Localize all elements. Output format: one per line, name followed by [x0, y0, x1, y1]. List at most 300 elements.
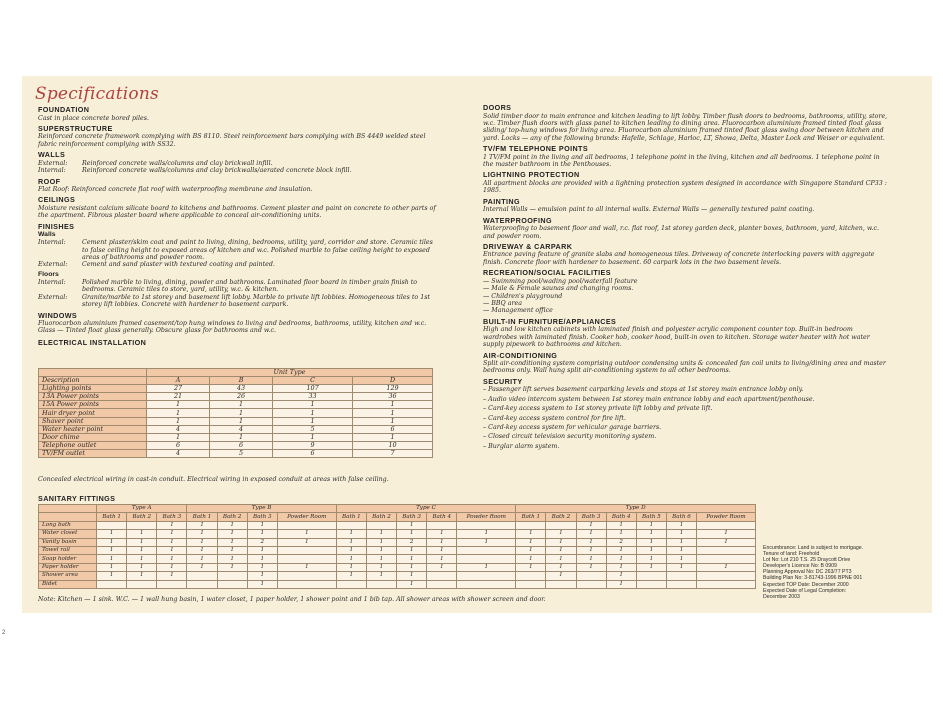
table-cell: 1: [516, 530, 546, 538]
table-cell: 1: [697, 538, 756, 546]
table-cell: [277, 580, 336, 588]
table-row: [39, 441, 433, 449]
table-cell: 1: [666, 555, 696, 563]
lightning-section: [483, 171, 888, 194]
list-item: – Audio video intercom system between 1st storey main entrance lobby and each apartment/penthouse.: [483, 395, 815, 403]
table-cell: 1: [273, 433, 353, 441]
ceilings-text: Moisture resistant calcium silicate board to kitchens and bathrooms. Cement plaster and paint on concrete to other parts of the apartment. Fibrous plaster board where applicable to conceal air-conditioning units.: [38, 204, 436, 220]
table-cell: 1: [127, 563, 157, 571]
table-cell: 1: [247, 563, 277, 571]
table-cell: [697, 546, 756, 554]
table-cell: [217, 580, 247, 588]
table-row: [39, 521, 756, 529]
table-cell: 1: [576, 521, 606, 529]
builtin-text: High and low kitchen cabinets with laminated finish and polyester acrylic component counter top. Built-in bedroom wardrobes with laminated finish. Cooker hob, cooker hood, built-in oven to kitchen. Storage water heater with hot water supply pipework to bathrooms and kitchen.: [483, 326, 870, 349]
windows-section: [38, 312, 438, 335]
list-item: – Card-key access system for vehicular garage barriers.: [483, 423, 662, 431]
table-cell: [457, 521, 516, 529]
walls-row-label: Internal:: [38, 167, 66, 175]
table-cell: 1: [666, 521, 696, 529]
column-header: Bath 1: [97, 513, 127, 521]
table-cell: 6: [147, 441, 210, 449]
table-cell: 1: [210, 409, 273, 417]
table-cell: 1: [353, 417, 433, 425]
sanitary-heading: SANITARY FITTINGS: [38, 494, 116, 503]
column-header: Bath 2: [127, 513, 157, 521]
table-cell: [457, 546, 516, 554]
table-cell: 1: [217, 546, 247, 554]
list-item: — BBQ area: [483, 300, 522, 307]
roof-section: [38, 178, 438, 194]
walls-row-label: External:: [38, 159, 68, 167]
table-header-row: [39, 513, 756, 521]
finishes-section: [38, 223, 438, 309]
painting-text: Internal Walls — emulsion paint to all internal walls. External Walls — generally textured paint coating.: [483, 206, 815, 214]
column-header: C: [273, 377, 353, 385]
row-description: Towel rail: [39, 546, 97, 554]
table-cell: 1: [606, 580, 636, 588]
column-header: Bath 1: [187, 513, 217, 521]
sanitary-table: [38, 504, 756, 589]
table-cell: 1: [247, 530, 277, 538]
table-cell: 33: [273, 393, 353, 401]
table-cell: [187, 572, 217, 580]
table-cell: [697, 555, 756, 563]
table-cell: 1: [157, 538, 187, 546]
row-description: Bidet: [39, 580, 97, 588]
table-cell: [366, 521, 396, 529]
encumbrance-line: Building Plan No: 3-81743-1996 BPNE 001: [763, 575, 863, 582]
column-header: Powder Room: [457, 513, 516, 521]
finishes-row-text: Polished marble to living, dining, powder and bathrooms. Laminated floor board in timber grain finish to bedrooms. Ceramic tiles to store, yard, utility, w.c. & kitchen.: [82, 278, 418, 294]
row-description: Paper holder: [39, 563, 97, 571]
table-row: [39, 580, 756, 588]
table-cell: 7: [353, 449, 433, 457]
table-cell: 1: [606, 555, 636, 563]
finishes-row-text: Cement plaster/skim coat and paint to living, dining, bedrooms, utility, yard, corridor and store. Ceramic tiles to false ceiling height to exposed areas of kitchen and w.c. Polished marble to false ceiling height to exposed areas of bathrooms and powder room.: [82, 239, 433, 262]
driveway-text: Entrance paving feature of granite slabs and homogeneous tiles. Driveway of concrete interlocking pavers with aggregate finish. Concrete floor with hardener to basement. 60 carpark lots in the two basement levels.: [483, 251, 875, 266]
table-cell: 1: [336, 563, 366, 571]
table-cell: [546, 521, 576, 529]
walls-section: [38, 151, 438, 174]
driveway-heading: DRIVEWAY & CARPARK: [483, 241, 573, 251]
table-cell: 1: [516, 538, 546, 546]
table-cell: 6: [210, 441, 273, 449]
finishes-heading: FINISHES: [38, 221, 75, 231]
table-cell: 1: [576, 563, 606, 571]
table-cell: 1: [127, 538, 157, 546]
table-cell: [277, 521, 336, 529]
table-row: [39, 409, 433, 417]
table-cell: 129: [353, 385, 433, 393]
table-cell: 1: [576, 546, 606, 554]
table-cell: 1: [397, 572, 427, 580]
finishes-row-label: External:: [38, 293, 68, 301]
table-cell: 6: [353, 425, 433, 433]
electrical-heading: ELECTRICAL INSTALLATION: [38, 337, 147, 347]
table-cell: 1: [336, 572, 366, 580]
page-number: 2: [2, 630, 6, 636]
column-header: Bath 3: [247, 513, 277, 521]
tvfm-section: [483, 145, 888, 168]
table-cell: [277, 555, 336, 563]
table-cell: 1: [427, 563, 457, 571]
walls-heading: WALLS: [38, 150, 66, 160]
table-cell: 1: [397, 563, 427, 571]
walls-row-text: Reinforced concrete walls/columns and clay brickwalls/aerated concrete block infill.: [82, 167, 352, 175]
column-header: Bath 4: [427, 513, 457, 521]
table-cell: 1: [427, 555, 457, 563]
table-cell: 2: [606, 538, 636, 546]
encumbrance-line: Expected Date of Legal Completion:: [763, 587, 847, 594]
table-cell: 1: [546, 538, 576, 546]
table-cell: 1: [247, 521, 277, 529]
table-cell: 1: [247, 580, 277, 588]
doors-section: [483, 104, 888, 142]
table-cell: 1: [247, 555, 277, 563]
column-header: Powder Room: [697, 513, 756, 521]
encumbrance-line: Lot No: Lot 210 T.S. 25 Draycott Drive: [763, 557, 851, 564]
table-cell: 1: [546, 530, 576, 538]
table-cell: 1: [697, 530, 756, 538]
table-cell: 1: [97, 572, 127, 580]
table-row: [39, 563, 756, 571]
table-header-row: [39, 369, 433, 377]
foundation-heading: FOUNDATION: [38, 105, 90, 114]
type-header: Type C: [336, 505, 515, 513]
table-row: [39, 433, 433, 441]
table-cell: 1: [187, 555, 217, 563]
row-description: 13A Power points: [39, 393, 147, 401]
table-cell: 1: [97, 546, 127, 554]
table-cell: 1: [336, 555, 366, 563]
table-cell: 43: [210, 385, 273, 393]
table-cell: 1: [157, 521, 187, 529]
table-cell: 1: [457, 563, 516, 571]
table-cell: [697, 580, 756, 588]
table-cell: [636, 580, 666, 588]
table-cell: 1: [457, 538, 516, 546]
table-cell: [457, 572, 516, 580]
row-description: Water heater point: [39, 425, 147, 433]
table-cell: 1: [157, 555, 187, 563]
table-cell: 1: [427, 538, 457, 546]
right-column: [483, 104, 888, 453]
table-cell: [516, 521, 546, 529]
list-item: – Burglar alarm system.: [483, 442, 560, 450]
table-cell: 1: [397, 521, 427, 529]
table-cell: 1: [210, 401, 273, 409]
column-header: Bath 6: [666, 513, 696, 521]
table-cell: 1: [546, 563, 576, 571]
list-item: — Male & Female saunas and changing rooms.: [483, 285, 634, 293]
table-cell: 1: [336, 546, 366, 554]
table-cell: 1: [697, 563, 756, 571]
table-cell: [39, 505, 97, 513]
table-cell: 1: [576, 538, 606, 546]
table-cell: 1: [666, 546, 696, 554]
finishes-walls-subheading: Walls: [38, 231, 56, 239]
aircon-heading: AIR-CONDITIONING: [483, 350, 558, 360]
ceilings-heading: CEILINGS: [38, 195, 76, 205]
table-cell: 1: [157, 530, 187, 538]
table-cell: 1: [427, 546, 457, 554]
finishes-row-text: Cement and sand plaster with textured coating and painted.: [82, 261, 275, 269]
row-description: Water closet: [39, 530, 97, 538]
table-cell: 1: [336, 530, 366, 538]
lightning-heading: LIGHTNING PROTECTION: [483, 170, 580, 180]
table-row: [39, 401, 433, 409]
table-cell: 5: [273, 425, 353, 433]
table-cell: 1: [97, 530, 127, 538]
table-cell: 1: [273, 417, 353, 425]
table-cell: [546, 580, 576, 588]
column-header: Bath 2: [217, 513, 247, 521]
type-header: Type B: [187, 505, 336, 513]
driveway-section: [483, 243, 888, 266]
table-row: [39, 417, 433, 425]
table-cell: 1: [606, 530, 636, 538]
encumbrance-line: December 2003: [763, 593, 800, 600]
table-cell: 1: [187, 563, 217, 571]
table-cell: 1: [147, 417, 210, 425]
finishes-row-label: Internal:: [38, 239, 66, 247]
table-cell: 10: [353, 441, 433, 449]
security-heading: SECURITY: [483, 376, 523, 386]
table-cell: 36: [353, 393, 433, 401]
table-cell: [277, 546, 336, 554]
table-header-row: [39, 505, 756, 513]
waterproofing-heading: WATERPROOFING: [483, 215, 552, 225]
table-cell: 1: [157, 572, 187, 580]
table-cell: [516, 572, 546, 580]
roof-text: Flat Roof: Reinforced concrete flat roof with waterproofing membrane and insulation.: [38, 186, 313, 194]
builtin-section: [483, 318, 888, 349]
table-cell: 1: [353, 409, 433, 417]
table-row: [39, 546, 756, 554]
left-column: [38, 106, 438, 347]
table-cell: 1: [666, 538, 696, 546]
foundation-text: Cast in place concrete bored piles.: [38, 114, 149, 122]
table-cell: 1: [217, 530, 247, 538]
table-cell: 1: [606, 572, 636, 580]
column-header: Bath 5: [636, 513, 666, 521]
table-cell: 1: [636, 538, 666, 546]
table-header-row: [39, 377, 433, 385]
encumbrance-line: Tenure of land: Freehold: [763, 551, 820, 558]
list-item: – Passenger lift serves basement carparking levels and stops at 1st storey main entrance lobby only.: [483, 386, 804, 394]
table-cell: 1: [606, 546, 636, 554]
table-cell: 1: [210, 433, 273, 441]
table-cell: [366, 580, 396, 588]
table-cell: 1: [457, 530, 516, 538]
row-description: Lighting points: [39, 385, 147, 393]
walls-row-text: Reinforced concrete walls/columns and clay brickwall infill.: [82, 159, 273, 167]
table-cell: 1: [516, 555, 546, 563]
table-cell: 1: [247, 546, 277, 554]
recreation-heading: RECREATION/SOCIAL FACILITIES: [483, 268, 611, 278]
row-description: Soap holder: [39, 555, 97, 563]
table-cell: 1: [397, 580, 427, 588]
table-cell: 1: [217, 538, 247, 546]
table-cell: [697, 521, 756, 529]
windows-glass-text: Glass — Tinted float glass generally. Obscure glass for bathrooms and w.c.: [38, 327, 277, 335]
table-row: [39, 538, 756, 546]
table-cell: 1: [636, 521, 666, 529]
table-cell: 4: [147, 425, 210, 433]
table-cell: 1: [277, 563, 336, 571]
table-cell: [576, 580, 606, 588]
encumbrance-line: Developer's Licence No: B 0909: [763, 563, 837, 570]
table-cell: 1: [97, 555, 127, 563]
table-cell: [457, 580, 516, 588]
ceilings-section: [38, 196, 438, 219]
list-item: – Closed circuit television security monitoring system.: [483, 433, 657, 441]
table-cell: 1: [366, 563, 396, 571]
column-header: Bath 1: [516, 513, 546, 521]
table-cell: [457, 555, 516, 563]
type-header: Type D: [516, 505, 756, 513]
row-description: Door chime: [39, 433, 147, 441]
table-cell: 1: [427, 530, 457, 538]
type-header: Type A: [97, 505, 187, 513]
superstructure-text: Reinforced concrete framework complying with BS 8110. Steel reinforcement bars complying with BS 4449 welded steel fabric reinforcement complying with SS32.: [38, 133, 426, 148]
table-cell: 1: [353, 433, 433, 441]
finishes-row-text: Granite/marble to 1st storey and basement lift lobby. Marble to private lift lobbies. Homogeneous tiles to 1st storey lift lobbies. Concrete with hardener to basement carpark.: [82, 293, 430, 309]
tvfm-text: 1 TV/FM point in the living and all bedrooms, 1 telephone point in the living, kitchen and all bedrooms. 1 telephone point in the master bathroom in the Penthouses.: [483, 153, 880, 169]
table-cell: 1: [277, 530, 336, 538]
table-cell: [427, 580, 457, 588]
column-header: Bath 1: [336, 513, 366, 521]
column-header: Bath 3: [397, 513, 427, 521]
table-cell: 1: [127, 572, 157, 580]
table-cell: 1: [157, 563, 187, 571]
table-cell: 1: [546, 555, 576, 563]
list-item: – Card-key access system to 1st storey private lift lobby and private lift.: [483, 405, 713, 413]
electrical-note: Concealed electrical wiring in cast-in conduit. Electrical wiring in exposed conduit at areas with false ceiling.: [38, 476, 389, 483]
column-header: B: [210, 377, 273, 385]
table-cell: 1: [397, 546, 427, 554]
table-cell: 1: [366, 530, 396, 538]
encumbrance-line: Expected TOP Date: December 2000: [763, 581, 849, 588]
table-cell: 9: [273, 441, 353, 449]
description-header: Description: [39, 377, 147, 385]
superstructure-heading: SUPERSTRUCTURE: [38, 123, 113, 133]
table-cell: 2: [247, 538, 277, 546]
table-cell: 26: [210, 393, 273, 401]
table-cell: 1: [636, 555, 666, 563]
table-cell: 5: [210, 449, 273, 457]
encumbrance-line: Encumbrance: Land is subject to mortgage.: [763, 545, 864, 551]
table-cell: [277, 572, 336, 580]
table-cell: [697, 572, 756, 580]
table-cell: 1: [666, 563, 696, 571]
list-item: — Children's playground: [483, 292, 563, 300]
table-row: [39, 449, 433, 457]
table-cell: 21: [147, 393, 210, 401]
column-header: A: [147, 377, 210, 385]
table-cell: [427, 572, 457, 580]
encumbrance-block: [763, 545, 923, 600]
waterproofing-section: [483, 217, 888, 240]
column-header: D: [353, 377, 433, 385]
table-cell: [157, 580, 187, 588]
table-cell: [97, 521, 127, 529]
table-cell: 1: [97, 538, 127, 546]
lightning-text: All apartment blocks are provided with a lightning protection system designed in accordance with Singapore Standard CP33 : 1985.: [483, 179, 887, 195]
table-cell: [187, 580, 217, 588]
row-description: Shower area: [39, 572, 97, 580]
security-section: [483, 378, 888, 450]
windows-text: Fluorocarbon aluminium framed casement/top hung windows to living and bedrooms, bathrooms, utility, kitchen and w.c.: [38, 320, 427, 327]
finishes-floors-subheading: Floors: [38, 270, 59, 278]
column-header: Bath 3: [157, 513, 187, 521]
waterproofing-text: Waterproofing to basement floor and wall, r.c. flat roof, 1st storey garden deck, planter boxes, bathroom, yard, kitchen, w.c. and powder room.: [483, 225, 880, 240]
table-cell: 1: [210, 417, 273, 425]
page-title: Specifications: [35, 84, 159, 104]
table-cell: [666, 572, 696, 580]
column-header: Bath 2: [546, 513, 576, 521]
table-cell: 1: [636, 563, 666, 571]
finishes-row-label: External:: [38, 261, 68, 269]
table-cell: [127, 521, 157, 529]
row-description: Shaver point: [39, 417, 147, 425]
superstructure-section: [38, 125, 438, 148]
table-cell: 1: [157, 546, 187, 554]
table-cell: 1: [397, 530, 427, 538]
table-cell: [39, 513, 97, 521]
column-header: Bath 3: [576, 513, 606, 521]
table-cell: [217, 572, 247, 580]
table-cell: [336, 580, 366, 588]
table-cell: 4: [210, 425, 273, 433]
table-cell: 1: [606, 563, 636, 571]
table-cell: 1: [147, 409, 210, 417]
table-cell: [336, 521, 366, 529]
table-row: [39, 555, 756, 563]
table-cell: 1: [366, 572, 396, 580]
aircon-text: Split air-conditioning system comprising outdoor condensing units & concealed fan coil units to living/dining area and master bedrooms only. Wall hung split air-conditioning system to all other bedrooms.: [483, 360, 886, 375]
table-cell: 1: [366, 555, 396, 563]
table-cell: 1: [217, 555, 247, 563]
table-cell: 1: [636, 546, 666, 554]
list-item: – Card-key access system control for fire lift.: [483, 414, 626, 422]
table-cell: 1: [187, 521, 217, 529]
builtin-heading: BUILT-IN FURNITURE/APPLIANCES: [483, 316, 617, 326]
unit-type-header: Unit Type: [147, 369, 433, 377]
row-description: Telephone outlet: [39, 441, 147, 449]
list-item: — Management office: [483, 307, 553, 315]
table-cell: 1: [353, 401, 433, 409]
table-row: [39, 530, 756, 538]
table-cell: 1: [366, 546, 396, 554]
table-cell: 107: [273, 385, 353, 393]
table-cell: 1: [273, 401, 353, 409]
doors-text: Solid timber door to main entrance and kitchen leading to lift lobby. Timber flush doors to bedrooms, bathrooms, utility, store, w.c. Timber flush doors with glass panel to kitchen leading to dining area. Fluorocarbon aluminium framed tinted float glass sliding/ top-hung windows for living area. Fluorocarbon aluminium framed tinted float glass swing door between kitchen and yard. Locks — any of the following brands: Hafelle, Schlage, Harloc, LT, Showa, Delta, Master Lock and Weiser or equivalent.: [483, 112, 888, 142]
table-cell: 1: [516, 563, 546, 571]
finishes-row-label: Internal:: [38, 278, 66, 286]
table-cell: 1: [127, 555, 157, 563]
table-cell: 6: [273, 449, 353, 457]
row-description: 15A Power points: [39, 401, 147, 409]
table-cell: [576, 572, 606, 580]
table-cell: 1: [187, 538, 217, 546]
table-row: [39, 425, 433, 433]
column-header: Bath 4: [606, 513, 636, 521]
table-cell: [666, 580, 696, 588]
table-cell: 27: [147, 385, 210, 393]
electrical-table: [38, 368, 433, 458]
